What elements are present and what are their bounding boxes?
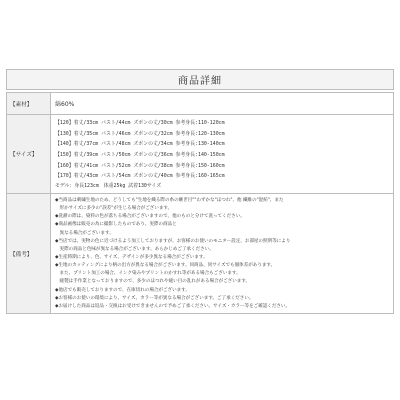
size-line: 【130】着丈/35cm バスト/46cm ズボンの丈/32cm 参考身長:120-130cm [55,130,225,137]
section-title: 商品詳細 [6,69,394,90]
size-line: 【160】着丈/41cm バスト/52cm ズボンの丈/38cm 参考身長:150-160cm [55,162,225,169]
material-value: 綿60% [51,93,394,115]
size-line: 【170】着丈/43cm バスト/54cm ズボンの丈/40cm 参考身長:160-165cm [55,173,225,180]
model-info: モデル：身長123cm 体重25kg 試着130サイズ [55,182,162,189]
note-line: ◆他店でも販売しておりますので、在庫切れの場合がございます。 [55,287,190,293]
note-line: ◆当商品は刺繍生地のため、どうしても"生地を織る際の糸の継ぎ目""わずかな"ほつれ"、他 繊維の"混紡"、また [55,197,284,203]
note-line: ◆生産時期により、色、サイズ、デザインが多少異なる場合がございます。 [55,255,208,260]
notes-values [51,194,394,314]
note-line: 縫製は手作業となっておりますので、多少のほつれや縫い目の乱れがある場合がございます。 [55,279,251,285]
note-line: ◆洗濯の際は、染料の色が落ちる場合がございますので、他のものと分けて洗ってください。 [55,214,245,220]
notes-label: 【備考】 [7,194,51,314]
note-line: 実際の商品と色味が異なる場合がございます。あらかじめご了承ください。 [55,246,214,252]
size-label: 【サイズ】 [7,115,51,194]
size-line: 【150】着丈/39cm バスト/50cm ズボンの丈/36cm 参考身長:140-150cm [55,152,225,158]
note-line: 異なる場合がございます。 [55,230,114,236]
size-row [7,115,394,194]
size-line: 【120】着丈/33cm バスト/44cm ズボンの丈/30cm 参考身長:110-120cm [55,120,225,127]
material-row [7,93,394,115]
spec-table [6,92,394,314]
note-line: ◆生地のカッティングにより柄の出方が異なる場合がございます。同商品、同サイズでも個体差があります。 [55,263,276,269]
product-details-section [6,69,394,337]
note-line: ◆当店では、実物の色に近づけるよう加工しておりますが、お客様のお使いのモニター設定、お部屋の照明等により [55,238,291,244]
note-line: ◆商品画像は販売の為に撮影したものであり、実際の商品と [55,222,177,228]
size-values [51,115,394,194]
note-line: ◆お届けした商品は返品・交換はお受けできませんので予めご了承ください。サイズ・カラー等をご確認ください。 [55,303,291,309]
material-label: 【素材】 [7,93,51,115]
size-line: 【140】着丈/37cm バスト/48cm ズボンの丈/34cm 参考身長:130-140cm [55,141,225,148]
note-line: また、プリント加工の場合、インク染みやプリントのかすれ等がある場合もございます。 [55,271,241,277]
note-line: 形かサイズに多少の"誤差"が生じる場合がございます。 [55,206,173,212]
note-line: ◆お客様のお使いの環境により、サイズ、カラー等が異なる場合がございます。ご了承ください。 [55,295,254,301]
notes-row [7,194,394,314]
